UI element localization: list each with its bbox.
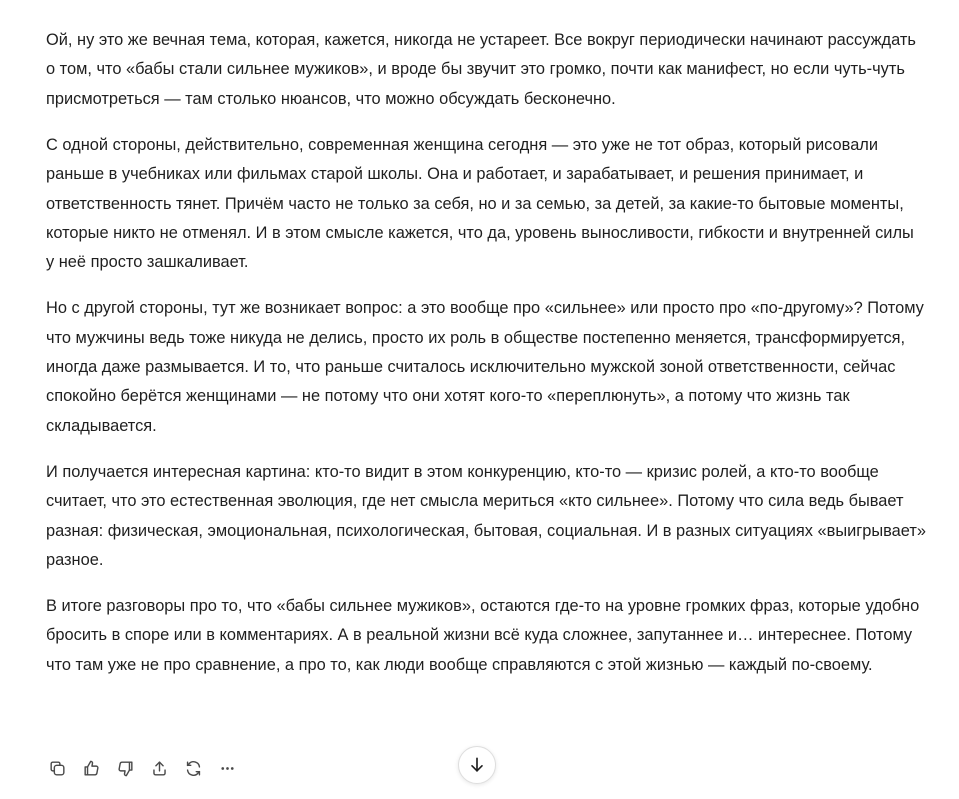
copy-icon: [48, 759, 67, 778]
thumbs-down-icon: [116, 759, 135, 778]
share-icon: [150, 759, 169, 778]
thumbs-down-button[interactable]: [110, 754, 141, 782]
regenerate-icon: [184, 759, 203, 778]
message-paragraph: С одной стороны, действительно, современная женщина сегодня — это уже не тот образ, который рисовали раньше в учебниках или фильмах старой школы. Она и работает, и зарабатывает, и решения принимает, и ответственность тянет. Причём часто не только за себя, но и за семью, за детей, за какие-то бытовые моменты, которые никто не отменял. И в этом смысле кажется, что да, уровень выносливости, гибкости и внутренней силы у неё просто зашкаливает.: [46, 135, 914, 272]
message-paragraph: Но с другой стороны, тут же возникает вопрос: а это вообще про «сильнее» или просто про «по-другому»? Потому что мужчины ведь тоже никуда не делись, просто их роль в обществе постепенно меняется, трансформируется, иногда даже размывается. И то, что раньше считалось исключительно мужской зоной ответственности, сейчас спокойно берётся женщинами — не потому что они хотят кого-то «переплюнуть», а потому что жизнь так складывается.: [46, 299, 924, 435]
message-paragraph: В итоге разговоры про то, что «бабы сильнее мужиков», остаются где-то на уровне громких фраз, которые удобно бросить в споре или в комментариях. А в реальной жизни всё куда сложнее, запутаннее и… интереснее. Потому что там уже не про сравнение, а про то, как люди вообще справляются с этой жизнью — каждый по-своему.: [46, 596, 920, 674]
more-button[interactable]: [212, 754, 243, 782]
message-paragraph: И получается интересная картина: кто-то видит в этом конкуренцию, кто-то — кризис ролей, а кто-то вообще считает, что это естественная эволюция, где нет смысла мериться «кто сильнее». Потому что сила ведь бывает разная: физическая, эмоциональная, психологическая, бытовая, социальная. И в разных ситуациях «выигрывает» разное.: [46, 462, 926, 569]
scroll-to-bottom-button[interactable]: [458, 746, 496, 784]
thumbs-up-button[interactable]: [76, 754, 107, 782]
message-actions-bar: [42, 754, 243, 782]
share-button[interactable]: [144, 754, 175, 782]
assistant-message: [46, 26, 926, 697]
thumbs-up-icon: [82, 759, 101, 778]
regenerate-button[interactable]: [178, 754, 209, 782]
arrow-down-icon: [467, 755, 487, 775]
message-paragraph: Ой, ну это же вечная тема, которая, кажется, никогда не устареет. Все вокруг периодически начинают рассуждать о том, что «бабы стали сильнее мужиков», и вроде бы звучит это громко, почти как манифест, но если чуть-чуть присмотреться — там столько нюансов, что можно обсуждать бесконечно.: [46, 31, 916, 108]
copy-button[interactable]: [42, 754, 73, 782]
more-horizontal-icon: [218, 759, 237, 778]
